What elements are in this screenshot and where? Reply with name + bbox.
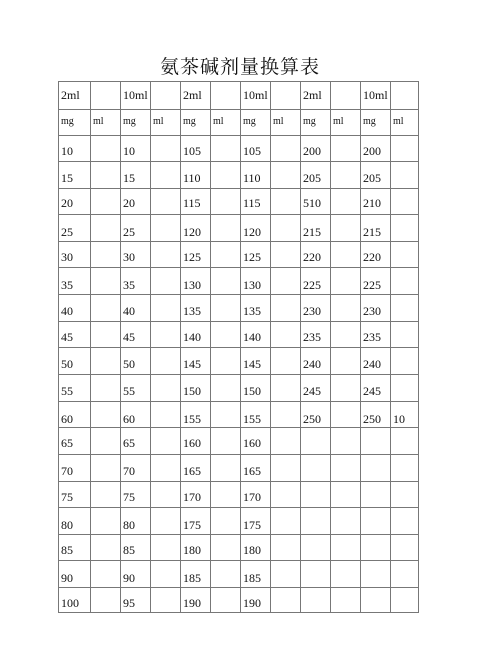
header-volume-label: 2ml — [61, 88, 80, 102]
table-cell-value: 55 — [61, 384, 73, 398]
table-cell-value: 185 — [243, 571, 261, 585]
grid-horizontal-line — [58, 109, 419, 110]
table-cell-value: 220 — [303, 250, 321, 264]
table-cell-value: 50 — [61, 357, 73, 371]
table-cell-value: 160 — [183, 436, 201, 450]
header-volume-label: 10ml — [123, 88, 148, 102]
header-unit-label: mg — [61, 116, 74, 127]
header-unit-label: mg — [303, 116, 316, 127]
grid-horizontal-line — [58, 161, 419, 162]
grid-horizontal-line — [58, 347, 419, 348]
table-cell-value: 55 — [123, 384, 135, 398]
table-cell-value: 215 — [303, 225, 321, 239]
header-unit-label: mg — [183, 116, 196, 127]
table-cell-value: 225 — [303, 278, 321, 292]
table-cell-value: 235 — [303, 330, 321, 344]
table-cell-value: 130 — [243, 278, 261, 292]
table-cell-value: 210 — [363, 196, 381, 210]
header-volume-label: 10ml — [243, 88, 268, 102]
table-cell-value: 90 — [61, 571, 73, 585]
table-cell-value: 40 — [123, 304, 135, 318]
table-cell-value: 125 — [243, 250, 261, 264]
table-cell-value: 95 — [123, 596, 135, 610]
table-cell-value: 150 — [183, 384, 201, 398]
table-cell-value: 245 — [303, 384, 321, 398]
table-cell-value: 20 — [123, 196, 135, 210]
table-cell-value: 15 — [61, 171, 73, 185]
table-cell-value: 70 — [123, 464, 135, 478]
table-cell-value: 130 — [183, 278, 201, 292]
table-cell-value: 115 — [183, 196, 201, 210]
header-volume-label: 2ml — [303, 88, 322, 102]
table-cell-value: 25 — [123, 225, 135, 239]
table-cell-value: 80 — [61, 518, 73, 532]
table-cell-value: 135 — [243, 304, 261, 318]
table-cell-value: 155 — [243, 412, 261, 426]
table-cell-value: 110 — [183, 171, 201, 185]
table-cell-value: 110 — [243, 171, 261, 185]
table-cell-value: 190 — [183, 596, 201, 610]
grid-horizontal-line — [58, 241, 419, 242]
grid-horizontal-line — [58, 214, 419, 215]
table-cell-value: 45 — [123, 330, 135, 344]
table-cell-value: 35 — [123, 278, 135, 292]
table-cell-value: 100 — [61, 596, 79, 610]
grid-horizontal-line — [58, 81, 419, 82]
table-cell-value: 85 — [123, 543, 135, 557]
table-cell-value: 145 — [243, 357, 261, 371]
table-cell-value: 10 — [393, 412, 405, 426]
table-cell-value: 60 — [61, 412, 73, 426]
grid-horizontal-line — [58, 560, 419, 561]
grid-horizontal-line — [58, 507, 419, 508]
table-cell-value: 30 — [123, 250, 135, 264]
header-unit-label: ml — [393, 116, 404, 127]
table-cell-value: 170 — [183, 490, 201, 504]
table-cell-value: 10 — [61, 144, 73, 158]
table-cell-value: 35 — [61, 278, 73, 292]
table-cell-value: 60 — [123, 412, 135, 426]
table-cell-value: 245 — [363, 384, 381, 398]
table-cell-value: 50 — [123, 357, 135, 371]
grid-horizontal-line — [58, 188, 419, 189]
table-cell-value: 65 — [123, 436, 135, 450]
table-cell-value: 75 — [123, 490, 135, 504]
table-cell-value: 45 — [61, 330, 73, 344]
table-cell-value: 205 — [303, 171, 321, 185]
table-cell-value: 80 — [123, 518, 135, 532]
header-unit-label: mg — [123, 116, 136, 127]
page-title: 氨茶碱剂量换算表 — [159, 56, 320, 78]
table-cell-value: 115 — [243, 196, 261, 210]
table-cell-value: 240 — [363, 357, 381, 371]
table-cell-value: 20 — [61, 196, 73, 210]
table-cell-value: 70 — [61, 464, 73, 478]
table-cell-value: 105 — [243, 144, 261, 158]
table-cell-value: 190 — [243, 596, 261, 610]
table-cell-value: 200 — [303, 144, 321, 158]
table-cell-value: 185 — [183, 571, 201, 585]
table-cell-value: 205 — [363, 171, 381, 185]
table-cell-value: 30 — [61, 250, 73, 264]
header-unit-label: ml — [213, 116, 224, 127]
table-cell-value: 230 — [303, 304, 321, 318]
grid-horizontal-line — [58, 135, 419, 136]
table-cell-value: 230 — [363, 304, 381, 318]
header-unit-label: ml — [93, 116, 104, 127]
header-volume-label: 10ml — [363, 88, 388, 102]
table-cell-value: 90 — [123, 571, 135, 585]
table-cell-value: 240 — [303, 357, 321, 371]
table-cell-value: 40 — [61, 304, 73, 318]
grid-horizontal-line — [58, 294, 419, 295]
grid-horizontal-line — [58, 321, 419, 322]
grid-horizontal-line — [58, 534, 419, 535]
grid-horizontal-line — [58, 427, 419, 428]
table-cell-value: 85 — [61, 543, 73, 557]
grid-horizontal-line — [58, 374, 419, 375]
grid-horizontal-line — [58, 481, 419, 482]
grid-horizontal-line — [58, 454, 419, 455]
grid-horizontal-line — [58, 267, 419, 268]
table-cell-value: 75 — [61, 490, 73, 504]
table-cell-value: 170 — [243, 490, 261, 504]
table-cell-value: 510 — [303, 196, 321, 210]
table-cell-value: 235 — [363, 330, 381, 344]
header-unit-label: mg — [243, 116, 256, 127]
conversion-table — [58, 81, 419, 613]
table-cell-value: 105 — [183, 144, 201, 158]
table-cell-value: 225 — [363, 278, 381, 292]
table-cell-value: 215 — [363, 225, 381, 239]
table-cell-value: 25 — [61, 225, 73, 239]
table-cell-value: 180 — [243, 543, 261, 557]
table-cell-value: 160 — [243, 436, 261, 450]
table-cell-value: 140 — [183, 330, 201, 344]
table-cell-value: 120 — [243, 225, 261, 239]
table-cell-value: 140 — [243, 330, 261, 344]
header-unit-label: ml — [333, 116, 344, 127]
table-cell-value: 180 — [183, 543, 201, 557]
header-unit-label: ml — [273, 116, 284, 127]
table-cell-value: 165 — [183, 464, 201, 478]
table-cell-value: 175 — [243, 518, 261, 532]
table-cell-value: 15 — [123, 171, 135, 185]
table-cell-value: 125 — [183, 250, 201, 264]
table-cell-value: 155 — [183, 412, 201, 426]
header-unit-label: ml — [153, 116, 164, 127]
table-cell-value: 250 — [303, 412, 321, 426]
grid-horizontal-line — [58, 401, 419, 402]
header-volume-label: 2ml — [183, 88, 202, 102]
table-cell-value: 250 — [363, 412, 381, 426]
table-cell-value: 135 — [183, 304, 201, 318]
table-cell-value: 165 — [243, 464, 261, 478]
table-cell-value: 65 — [61, 436, 73, 450]
table-cell-value: 10 — [123, 144, 135, 158]
table-cell-value: 200 — [363, 144, 381, 158]
table-cell-value: 150 — [243, 384, 261, 398]
table-cell-value: 175 — [183, 518, 201, 532]
table-cell-value: 120 — [183, 225, 201, 239]
grid-horizontal-line — [58, 587, 419, 588]
table-cell-value: 220 — [363, 250, 381, 264]
header-unit-label: mg — [363, 116, 376, 127]
table-cell-value: 145 — [183, 357, 201, 371]
grid-horizontal-line — [58, 612, 419, 613]
